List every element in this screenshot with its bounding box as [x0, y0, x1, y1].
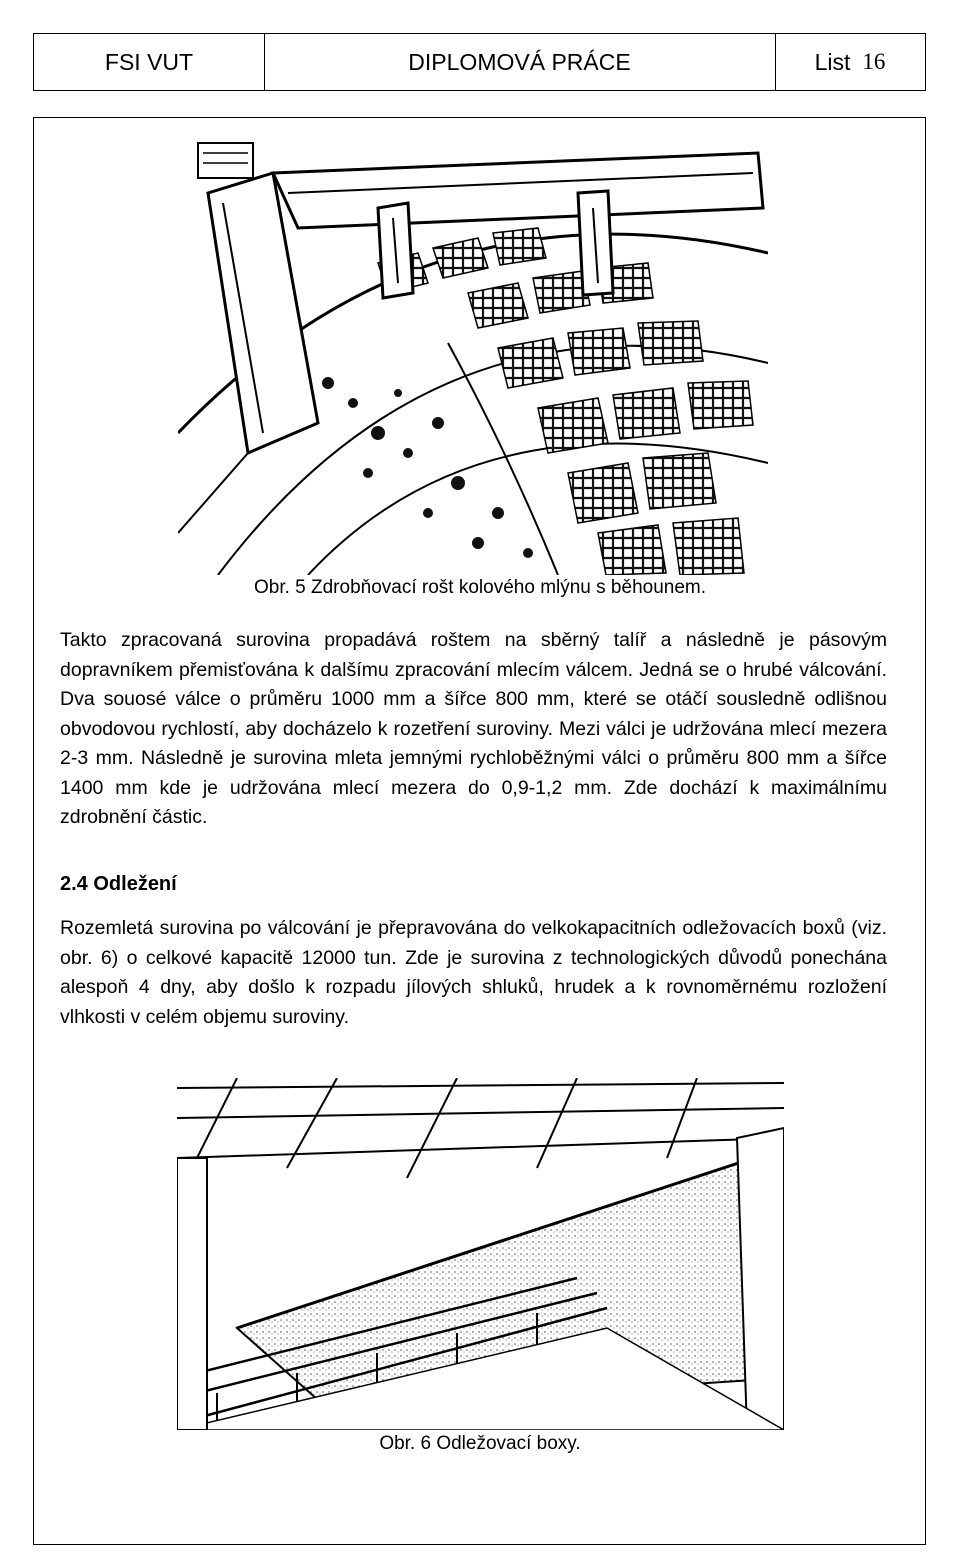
grate-sketch-image [178, 133, 768, 575]
figure-aging-boxes-photo [177, 1078, 784, 1430]
header-list-label: List [814, 48, 851, 75]
header-title-text: DIPLOMOVÁ PRÁCE [408, 48, 631, 75]
figure2-caption: Obr. 6 Odležovací boxy. [379, 1433, 581, 1454]
header-page-number: 16 [862, 49, 886, 74]
paragraph-aging: Rozemletá surovina po válcování je přepravována do velkokapacitních odležovacích boxů (viz. obr. 6) o celkové kapacitě 12000 tun. Zde je surovina z technologických důvodů ponechána alespoň 4 dny, aby došlo k rozpadu jílových shluků, hrudek a k rovnoměrnému rozložení vlhkosti v celém objemu suroviny. [60, 917, 887, 1028]
header-institution [34, 34, 265, 90]
page-header [33, 33, 926, 91]
figure1-caption: Obr. 5 Zdrobňovací rošt kolového mlýnu s běhounem. [253, 577, 707, 598]
paragraph-milling: Takto zpracovaná surovina propadává roštem na sběrný talíř a následně je pásovým dopravníkem přemisťována k dalšímu zpracování mlecím válcem. Jedná se o hrubé válcování. Dva souosé válce o průměru 1000 mm a šířce 800 mm, které se otáčí sousledně odlišnou obvodovou rychlostí, aby docházelo k rozetření suroviny. Mezi válci je udržována mlecí mezera 2-3 mm. Následně je surovina mleta jemnými rychloběžnými válci o průměru 800 mm a šířce 1400 mm kde je udržována mlecí mezera do 0,9-1,2 mm. Zde dochází k maximálnímu zdrobnění částic. [60, 629, 887, 828]
section-heading: 2.4 Odležení [60, 873, 177, 895]
aging-boxes-sketch-image [177, 1078, 784, 1430]
header-page [775, 34, 925, 90]
header-title [264, 34, 776, 90]
header-institution-text: FSI VUT [104, 48, 194, 75]
figure-grate-photo [178, 133, 768, 575]
